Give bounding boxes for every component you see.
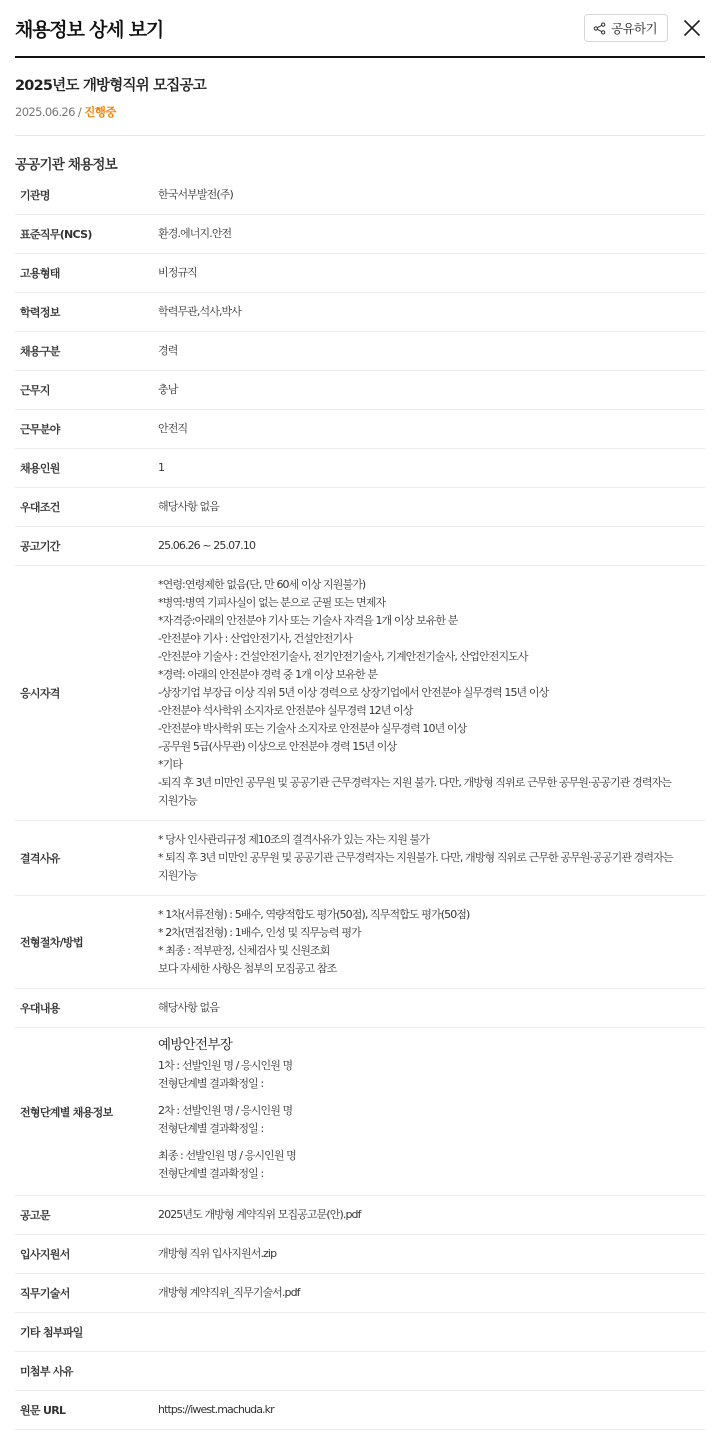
section-title: 공공기관 채용정보 [15, 157, 117, 173]
row-etc-files [15, 1313, 705, 1352]
row-value: * 당사 인사관리규정 제10조의 결격사유가 있는 자는 지원 불가 * 퇴직 후 3년 미만인 공무원 및 공공기관 근무경력자는 지원불가. 다만, 개방형 직위로 근무한 공무원·공공기관 경력자는 지원가능 [158, 833, 673, 882]
row-label: 공고문 [20, 1209, 50, 1222]
row-label: 채용인원 [20, 462, 60, 475]
row-value: 1 [158, 461, 165, 474]
row-qualification [15, 566, 705, 821]
row-label: 우대조건 [20, 501, 60, 514]
row-disqualify [15, 821, 705, 896]
row-employ-type [15, 254, 705, 293]
row-source-url [15, 1391, 705, 1430]
row-label: 미첨부 사유 [20, 1365, 73, 1378]
row-label: 응시자격 [20, 687, 60, 700]
row-label: 공고기간 [20, 540, 60, 553]
post-meta [15, 104, 705, 120]
row-value: 한국서부발전(주) [158, 188, 233, 201]
row-job-desc [15, 1274, 705, 1313]
header [15, 0, 705, 58]
row-benefit [15, 989, 705, 1028]
row-label: 결격사유 [20, 852, 60, 865]
info-table [15, 176, 705, 1430]
row-value [158, 1028, 705, 1195]
post-date: 2025.06.26 [15, 105, 75, 119]
stage-block: 최종 : 선발인원 명 / 응시인원 명 전형단계별 결과확정일 : [158, 1149, 296, 1180]
row-label: 우대내용 [20, 1002, 60, 1015]
row-label: 근무지 [20, 384, 50, 397]
post-header [15, 58, 705, 136]
row-value: 환경.에너지.안전 [158, 227, 232, 240]
source-url-link[interactable]: https://iwest.machuda.kr [158, 1403, 274, 1416]
row-value [158, 1361, 705, 1381]
row-value: *연령:연령제한 없음(단, 만 60세 이상 지원불가) *병역:병역 기피사실이 없는 분으로 군필 또는 면제자 *자격증:아래의 안전분야 기사 또는 기술사 자격을 1개 이상 보유한 분 -안전분야 기사 : 산업안전기사, 건설안전기사 -안전분야 기술사 : 건설안전기술사, 전기안전기술사, 기계안전기술사, 산업안전지도사 *경력: 아래의 안전분야 경력 중 1개 이상 보유한 분 -상장기업 부장급 이상 직위 5년 이상 경력으로 상장기업에서 안전분야 실무경력 15년 이상 -안전분야 석사학위 소지자로 안전분야 실무경력 12년 이상 -안전분야 박사학위 또는 기술사 소지자로 안전분야 실무경력 10년 이상 -공무원 5급(사무관) 이상으로 안전분야 경력 15년 이상 *기타 -퇴직 후 3년 미만인 공무원 및 공공기관 근무경력자는 지원 불가. 다만, 개방형 직위로 근무한 공무원·공공기관 경력자는 지원가능 [158, 578, 672, 807]
row-value: * 1차(서류전형) : 5배수, 역량적합도 평가(50점), 직무적합도 평가(50점) * 2차(면접전형) : 1배수, 인성 및 직무능력 평가 * 최종 : 적부판정, 신체검사 및 신원조회 보다 자세한 사항은 첨부의 모집공고 참조 [158, 908, 470, 975]
row-value: 충남 [158, 383, 178, 396]
header-actions [584, 14, 705, 42]
row-label: 표준직무(NCS) [20, 228, 92, 241]
stage-position: 예방안전부장 [158, 1037, 233, 1053]
row-location [15, 371, 705, 410]
close-icon [683, 19, 701, 37]
row-label: 전형단계별 채용정보 [20, 1105, 113, 1119]
row-period [15, 527, 705, 566]
row-label: 학력정보 [20, 306, 60, 319]
row-no-attach [15, 1352, 705, 1391]
apply-form-link[interactable]: 개방형 직위 입사지원서.zip [158, 1247, 277, 1260]
row-label: 채용구분 [20, 345, 60, 358]
share-button-label: 공유하기 [611, 21, 657, 36]
row-label: 입사지원서 [20, 1248, 70, 1261]
row-agency [15, 176, 705, 215]
row-value: 안전직 [158, 422, 188, 435]
row-notice-file [15, 1196, 705, 1235]
post-title: 2025년도 개방형직위 모집공고 [15, 78, 206, 94]
row-label: 전형절차/방법 [20, 936, 83, 949]
row-preference [15, 488, 705, 527]
row-label: 기타 첨부파일 [20, 1326, 83, 1339]
share-icon [593, 22, 606, 35]
post-meta-separator: / [77, 105, 82, 119]
row-value [158, 1322, 705, 1342]
row-process [15, 896, 705, 989]
close-button[interactable] [680, 16, 704, 40]
notice-file-link[interactable]: 2025년도 개방형 계약직위 모집공고문(안).pdf [158, 1208, 361, 1221]
row-label: 고용형태 [20, 267, 60, 280]
row-field [15, 410, 705, 449]
row-value: 학력무관,석사,박사 [158, 305, 242, 318]
row-label: 원문 URL [20, 1404, 66, 1417]
page-title: 채용정보 상세 보기 [15, 18, 164, 41]
row-hire-type [15, 332, 705, 371]
stage-block: 2차 : 선발인원 명 / 응시인원 명 전형단계별 결과확정일 : [158, 1104, 293, 1135]
row-label: 직무기술서 [20, 1287, 70, 1300]
row-value: 25.06.26 ~ 25.07.10 [158, 539, 256, 552]
row-label: 근무분야 [20, 423, 60, 436]
job-desc-link[interactable]: 개방형 계약직위_직무기술서.pdf [158, 1286, 300, 1299]
row-label: 기관명 [20, 189, 50, 202]
row-value: 경력 [158, 344, 178, 357]
share-button[interactable] [584, 14, 668, 42]
row-value: 해당사항 없음 [158, 1001, 219, 1014]
row-apply-form [15, 1235, 705, 1274]
row-headcount [15, 449, 705, 488]
row-stage-info [15, 1028, 705, 1196]
row-ncs [15, 215, 705, 254]
stage-block: 1차 : 선발인원 명 / 응시인원 명 전형단계별 결과확정일 : [158, 1059, 293, 1090]
status-badge: 진행중 [84, 105, 116, 119]
row-value: 비정규직 [158, 266, 197, 279]
row-value: 해당사항 없음 [158, 500, 219, 513]
row-education [15, 293, 705, 332]
